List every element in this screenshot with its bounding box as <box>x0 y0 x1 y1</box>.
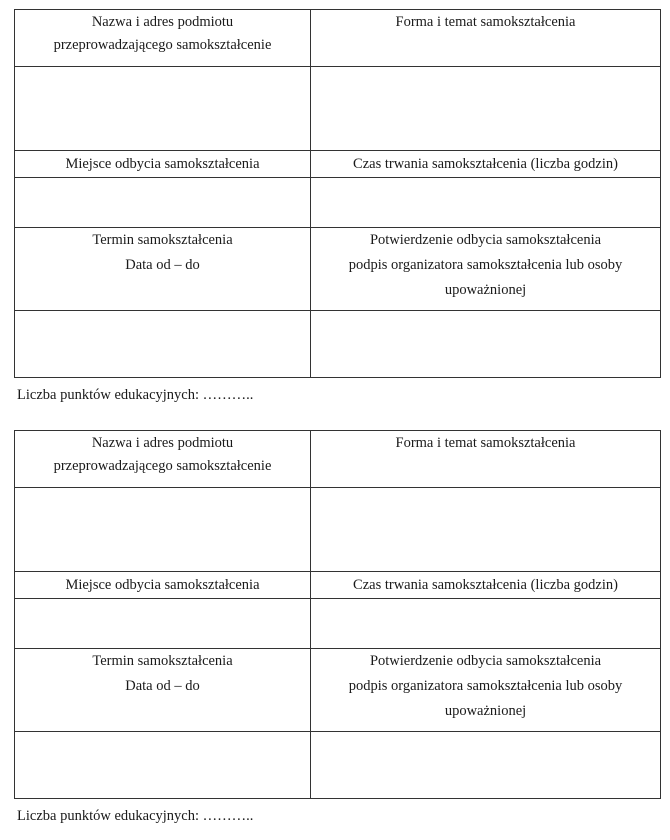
place-label: Miejsce odbycia samokształcenia <box>65 156 260 172</box>
place-label: Miejsce odbycia samokształcenia <box>65 577 260 593</box>
duration-field[interactable] <box>311 178 661 228</box>
place-field[interactable] <box>15 599 311 649</box>
date-range-label: Data od – do <box>125 257 200 273</box>
term-field[interactable] <box>15 311 311 378</box>
form-topic-field[interactable] <box>311 488 661 572</box>
duration-label: Czas trwania samokształcenia (liczba godzin) <box>353 156 618 172</box>
confirmation-label-line3: upoważnionej <box>444 703 527 719</box>
entity-name-label-line1: Nazwa i adres podmiotu <box>91 435 234 451</box>
form-topic-label: Forma i temat samokształcenia <box>395 14 576 30</box>
entity-name-header <box>15 10 311 67</box>
education-points-line: Liczba punktów edukacyjnych: ……….. <box>17 808 254 824</box>
confirmation-label-line3: upoważnionej <box>444 282 527 298</box>
duration-field[interactable] <box>311 599 661 649</box>
form-table <box>14 430 661 799</box>
date-range-label: Data od – do <box>125 678 200 694</box>
place-header <box>15 151 311 178</box>
entity-name-label-line2: przeprowadzającego samokształcenie <box>53 458 272 474</box>
form-topic-field[interactable] <box>311 67 661 151</box>
education-points-line: Liczba punktów edukacyjnych: ……….. <box>17 387 254 403</box>
confirmation-label-line2: podpis organizatora samokształcenia lub osoby <box>348 257 623 273</box>
confirmation-label-line1: Potwierdzenie odbycia samokształcenia <box>369 653 602 669</box>
duration-label: Czas trwania samokształcenia (liczba godzin) <box>353 577 618 593</box>
place-field[interactable] <box>15 178 311 228</box>
term-label: Termin samokształcenia <box>92 232 233 248</box>
form-topic-header <box>311 10 661 67</box>
duration-header <box>311 572 661 599</box>
term-header <box>15 228 311 311</box>
signature-field[interactable] <box>311 311 661 378</box>
confirmation-header <box>311 228 661 311</box>
term-field[interactable] <box>15 732 311 799</box>
entity-name-field[interactable] <box>15 488 311 572</box>
self-education-form-1 <box>14 9 661 378</box>
entity-name-label-line2: przeprowadzającego samokształcenie <box>53 37 272 53</box>
place-header <box>15 572 311 599</box>
form-topic-label: Forma i temat samokształcenia <box>395 435 576 451</box>
signature-field[interactable] <box>311 732 661 799</box>
confirmation-header <box>311 649 661 732</box>
entity-name-header <box>15 431 311 488</box>
term-header <box>15 649 311 732</box>
duration-header <box>311 151 661 178</box>
entity-name-label-line1: Nazwa i adres podmiotu <box>91 14 234 30</box>
entity-name-field[interactable] <box>15 67 311 151</box>
confirmation-label-line2: podpis organizatora samokształcenia lub osoby <box>348 678 623 694</box>
form-topic-header <box>311 431 661 488</box>
term-label: Termin samokształcenia <box>92 653 233 669</box>
form-table <box>14 9 661 378</box>
confirmation-label-line1: Potwierdzenie odbycia samokształcenia <box>369 232 602 248</box>
self-education-form-2 <box>14 430 661 799</box>
